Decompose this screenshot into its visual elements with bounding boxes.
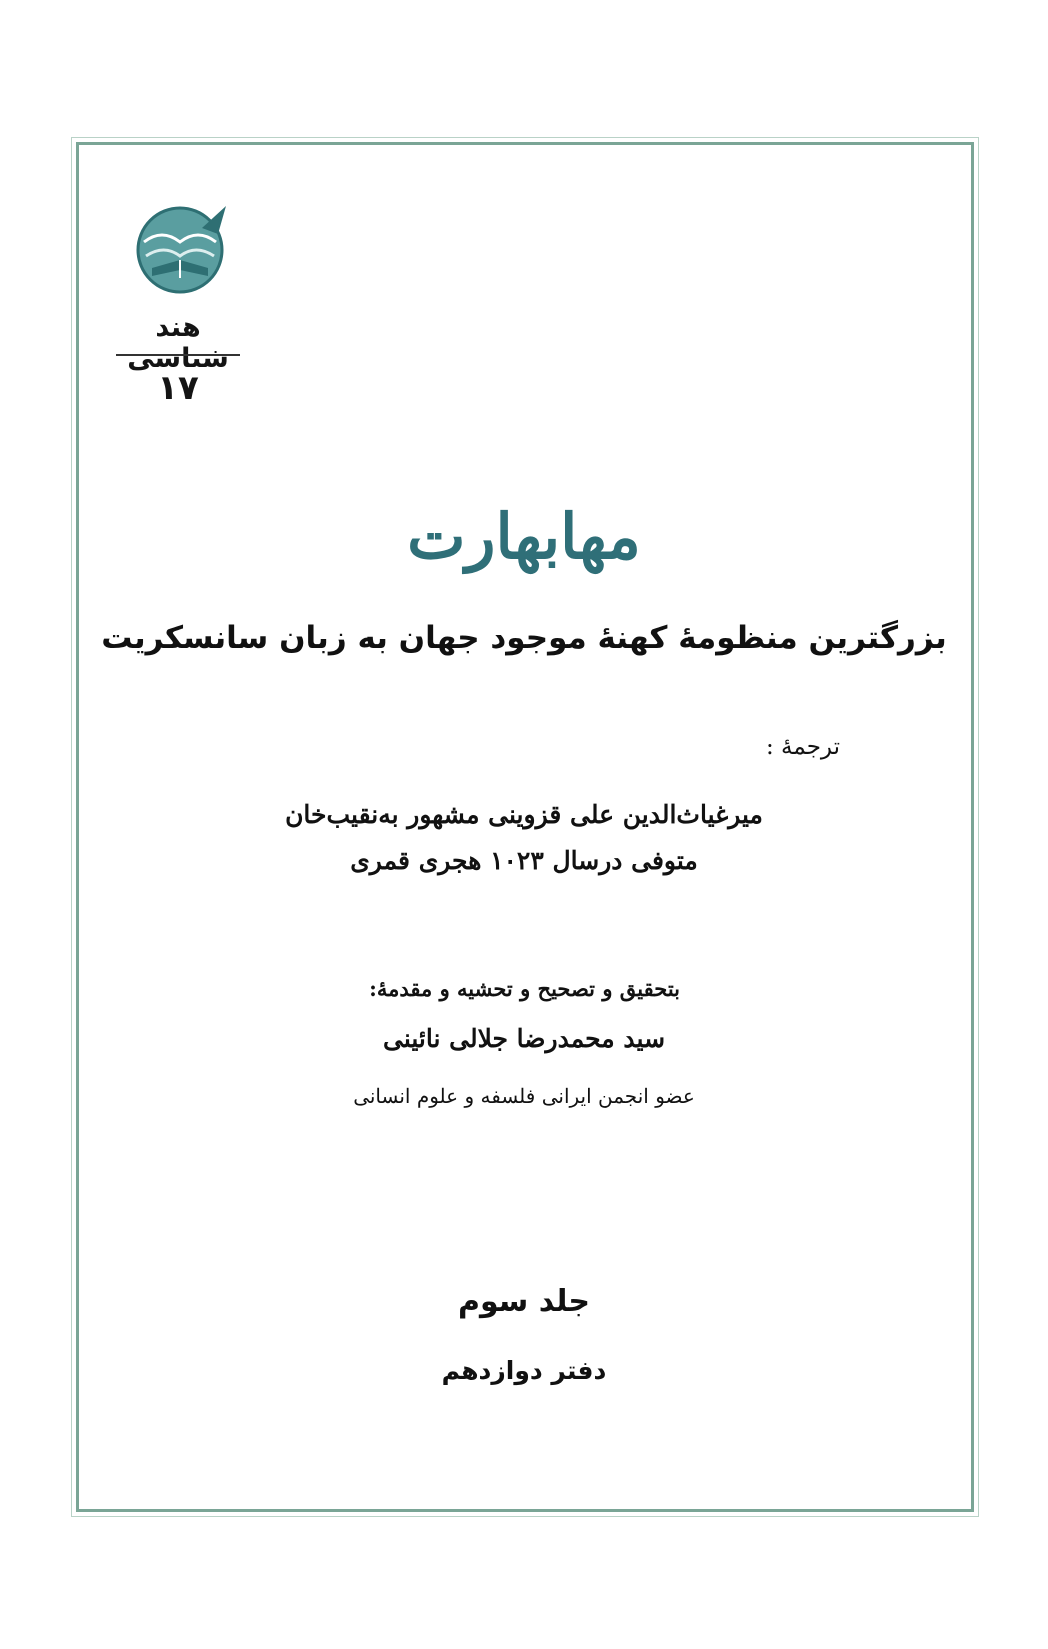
translator-dates: متوفی درسال ۱۰۲۳ هجری قمری xyxy=(350,846,698,875)
series-name: هند شناسی xyxy=(127,312,229,374)
book-title: مهابهارت xyxy=(407,500,641,573)
series-divider xyxy=(116,354,240,356)
series-number: ۱۷ xyxy=(157,368,199,408)
editor-affiliation: عضو انجمن ایرانی فلسفه و علوم انسانی xyxy=(353,1084,695,1108)
book-emblem-icon xyxy=(122,198,242,298)
editor-label: بتحقیق و تصحیح و تحشیه و مقدمۀ: xyxy=(369,976,680,1001)
translation-label: ترجمۀ : xyxy=(766,734,840,760)
volume-label: جلد سوم xyxy=(458,1284,590,1319)
book-subtitle: بزرگترین منظومۀ کهنۀ موجود جهان به زبان سانسکریت xyxy=(101,620,947,656)
translator-name: میرغیاث‌الدین علی قزوینی مشهور به‌نقیب‌خان xyxy=(285,800,763,829)
editor-name: سید محمدرضا جلالی نائینی xyxy=(382,1024,666,1053)
book-number-label: دفتر دوازدهم xyxy=(441,1356,607,1385)
